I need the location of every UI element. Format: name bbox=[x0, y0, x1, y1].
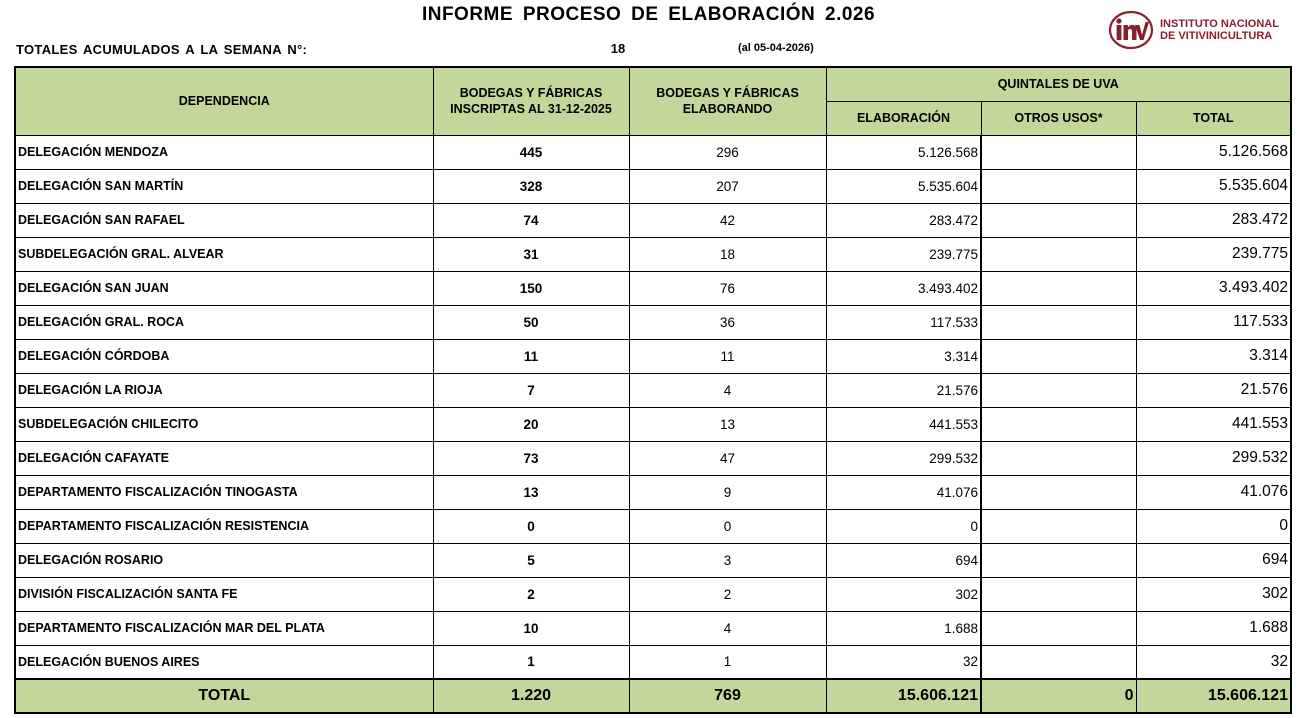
cell-elaboracion: 0 bbox=[826, 509, 981, 543]
cell-dependencia: DELEGACIÓN GRAL. ROCA bbox=[15, 305, 433, 339]
cell-elaborando: 4 bbox=[629, 611, 826, 645]
date-note: (al 05-04-2026) bbox=[738, 42, 814, 54]
cell-inscriptas: 50 bbox=[433, 305, 629, 339]
table-row bbox=[15, 441, 1291, 475]
cell-elaborando: 3 bbox=[629, 543, 826, 577]
production-table bbox=[14, 66, 1292, 714]
total-total: 15.606.121 bbox=[1136, 679, 1291, 713]
cell-inscriptas: 20 bbox=[433, 407, 629, 441]
cell-elaboracion: 32 bbox=[826, 645, 981, 679]
cell-total: 5.535.604 bbox=[1136, 169, 1291, 203]
cell-otros-usos bbox=[981, 645, 1136, 679]
cell-elaborando: 1 bbox=[629, 645, 826, 679]
cell-inscriptas: 2 bbox=[433, 577, 629, 611]
cell-inscriptas: 445 bbox=[433, 135, 629, 169]
cell-elaboracion: 302 bbox=[826, 577, 981, 611]
table-row bbox=[15, 611, 1291, 645]
table-row bbox=[15, 135, 1291, 169]
cell-elaboracion: 694 bbox=[826, 543, 981, 577]
cell-dependencia: DELEGACIÓN SAN MARTÍN bbox=[15, 169, 433, 203]
cell-elaboracion: 117.533 bbox=[826, 305, 981, 339]
cell-otros-usos bbox=[981, 373, 1136, 407]
cell-dependencia: DEPARTAMENTO FISCALIZACIÓN RESISTENCIA bbox=[15, 509, 433, 543]
cell-dependencia: DELEGACIÓN CAFAYATE bbox=[15, 441, 433, 475]
cell-elaboracion: 239.775 bbox=[826, 237, 981, 271]
cell-elaborando: 2 bbox=[629, 577, 826, 611]
cell-dependencia: DEPARTAMENTO FISCALIZACIÓN TINOGASTA bbox=[15, 475, 433, 509]
table-row bbox=[15, 475, 1291, 509]
header-dependencia: DEPENDENCIA bbox=[15, 67, 433, 135]
cell-elaborando: 36 bbox=[629, 305, 826, 339]
table-row bbox=[15, 169, 1291, 203]
cell-inscriptas: 328 bbox=[433, 169, 629, 203]
cell-inscriptas: 1 bbox=[433, 645, 629, 679]
total-otros-usos: 0 bbox=[981, 679, 1136, 713]
cell-otros-usos bbox=[981, 577, 1136, 611]
cell-elaboracion: 5.535.604 bbox=[826, 169, 981, 203]
cell-elaboracion: 283.472 bbox=[826, 203, 981, 237]
cell-otros-usos bbox=[981, 543, 1136, 577]
table-row bbox=[15, 543, 1291, 577]
cell-inscriptas: 150 bbox=[433, 271, 629, 305]
cell-total: 239.775 bbox=[1136, 237, 1291, 271]
table-row bbox=[15, 271, 1291, 305]
header-inscriptas: BODEGAS Y FÁBRICAS INSCRIPTAS AL 31-12-2025 bbox=[433, 67, 629, 135]
cell-otros-usos bbox=[981, 169, 1136, 203]
cell-otros-usos bbox=[981, 611, 1136, 645]
cell-dependencia: DIVISIÓN FISCALIZACIÓN SANTA FE bbox=[15, 577, 433, 611]
logo-text bbox=[1160, 18, 1279, 42]
logo-line-1: INSTITUTO NACIONAL bbox=[1160, 18, 1279, 30]
cell-elaborando: 76 bbox=[629, 271, 826, 305]
cell-elaboracion: 3.314 bbox=[826, 339, 981, 373]
totals-row bbox=[15, 679, 1291, 713]
total-elaborando: 769 bbox=[629, 679, 826, 713]
cell-inscriptas: 0 bbox=[433, 509, 629, 543]
week-label: TOTALES ACUMULADOS A LA SEMANA N°: bbox=[16, 42, 308, 57]
table-row bbox=[15, 645, 1291, 679]
week-number: 18 bbox=[610, 41, 626, 56]
cell-elaboracion: 5.126.568 bbox=[826, 135, 981, 169]
cell-otros-usos bbox=[981, 509, 1136, 543]
total-inscriptas: 1.220 bbox=[433, 679, 629, 713]
table-row bbox=[15, 577, 1291, 611]
table-row bbox=[15, 339, 1291, 373]
cell-elaborando: 42 bbox=[629, 203, 826, 237]
cell-total: 3.314 bbox=[1136, 339, 1291, 373]
cell-dependencia: DELEGACIÓN BUENOS AIRES bbox=[15, 645, 433, 679]
cell-total: 21.576 bbox=[1136, 373, 1291, 407]
cell-total: 299.532 bbox=[1136, 441, 1291, 475]
cell-inscriptas: 11 bbox=[433, 339, 629, 373]
table-row bbox=[15, 203, 1291, 237]
cell-dependencia: DELEGACIÓN LA RIOJA bbox=[15, 373, 433, 407]
cell-otros-usos bbox=[981, 305, 1136, 339]
inv-logo bbox=[1108, 10, 1288, 50]
cell-dependencia: DELEGACIÓN SAN JUAN bbox=[15, 271, 433, 305]
cell-inscriptas: 7 bbox=[433, 373, 629, 407]
cell-inscriptas: 5 bbox=[433, 543, 629, 577]
cell-otros-usos bbox=[981, 237, 1136, 271]
cell-elaborando: 4 bbox=[629, 373, 826, 407]
cell-elaborando: 0 bbox=[629, 509, 826, 543]
table-row bbox=[15, 305, 1291, 339]
header-elaborando: BODEGAS Y FÁBRICAS ELABORANDO bbox=[629, 67, 826, 135]
table-row bbox=[15, 407, 1291, 441]
total-elaboracion: 15.606.121 bbox=[826, 679, 981, 713]
cell-elaborando: 296 bbox=[629, 135, 826, 169]
header-elaboracion: ELABORACIÓN bbox=[826, 101, 981, 135]
report-title: INFORME PROCESO DE ELABORACIÓN 2.026 bbox=[421, 4, 876, 25]
cell-otros-usos bbox=[981, 203, 1136, 237]
cell-elaborando: 13 bbox=[629, 407, 826, 441]
cell-dependencia: DELEGACIÓN SAN RAFAEL bbox=[15, 203, 433, 237]
cell-elaboracion: 441.553 bbox=[826, 407, 981, 441]
cell-total: 117.533 bbox=[1136, 305, 1291, 339]
cell-dependencia: SUBDELEGACIÓN GRAL. ALVEAR bbox=[15, 237, 433, 271]
cell-inscriptas: 73 bbox=[433, 441, 629, 475]
header-quintales: QUINTALES DE UVA bbox=[826, 67, 1291, 101]
cell-inscriptas: 13 bbox=[433, 475, 629, 509]
cell-otros-usos bbox=[981, 339, 1136, 373]
cell-total: 41.076 bbox=[1136, 475, 1291, 509]
logo-line-2: DE VITIVINICULTURA bbox=[1160, 30, 1273, 42]
cell-elaboracion: 3.493.402 bbox=[826, 271, 981, 305]
cell-inscriptas: 10 bbox=[433, 611, 629, 645]
cell-elaborando: 47 bbox=[629, 441, 826, 475]
inv-logo-icon bbox=[1108, 10, 1154, 50]
cell-elaboracion: 41.076 bbox=[826, 475, 981, 509]
cell-inscriptas: 31 bbox=[433, 237, 629, 271]
cell-elaboracion: 21.576 bbox=[826, 373, 981, 407]
cell-otros-usos bbox=[981, 407, 1136, 441]
cell-dependencia: DELEGACIÓN CÓRDOBA bbox=[15, 339, 433, 373]
cell-dependencia: DEPARTAMENTO FISCALIZACIÓN MAR DEL PLATA bbox=[15, 611, 433, 645]
cell-total: 5.126.568 bbox=[1136, 135, 1291, 169]
cell-dependencia: DELEGACIÓN MENDOZA bbox=[15, 135, 433, 169]
cell-inscriptas: 74 bbox=[433, 203, 629, 237]
cell-dependencia: SUBDELEGACIÓN CHILECITO bbox=[15, 407, 433, 441]
header-total: TOTAL bbox=[1136, 101, 1291, 135]
cell-elaboracion: 1.688 bbox=[826, 611, 981, 645]
cell-elaborando: 207 bbox=[629, 169, 826, 203]
cell-elaborando: 11 bbox=[629, 339, 826, 373]
cell-otros-usos bbox=[981, 441, 1136, 475]
cell-total: 0 bbox=[1136, 509, 1291, 543]
cell-total: 1.688 bbox=[1136, 611, 1291, 645]
cell-total: 32 bbox=[1136, 645, 1291, 679]
cell-dependencia: DELEGACIÓN ROSARIO bbox=[15, 543, 433, 577]
table-row bbox=[15, 237, 1291, 271]
table-row bbox=[15, 509, 1291, 543]
cell-total: 283.472 bbox=[1136, 203, 1291, 237]
cell-total: 694 bbox=[1136, 543, 1291, 577]
cell-elaborando: 9 bbox=[629, 475, 826, 509]
cell-otros-usos bbox=[981, 271, 1136, 305]
cell-elaborando: 18 bbox=[629, 237, 826, 271]
header-otros-usos: OTROS USOS* bbox=[981, 101, 1136, 135]
cell-otros-usos bbox=[981, 135, 1136, 169]
table-row bbox=[15, 373, 1291, 407]
cell-elaboracion: 299.532 bbox=[826, 441, 981, 475]
cell-otros-usos bbox=[981, 475, 1136, 509]
cell-total: 302 bbox=[1136, 577, 1291, 611]
cell-total: 441.553 bbox=[1136, 407, 1291, 441]
total-dependencia: TOTAL bbox=[15, 679, 433, 713]
cell-total: 3.493.402 bbox=[1136, 271, 1291, 305]
